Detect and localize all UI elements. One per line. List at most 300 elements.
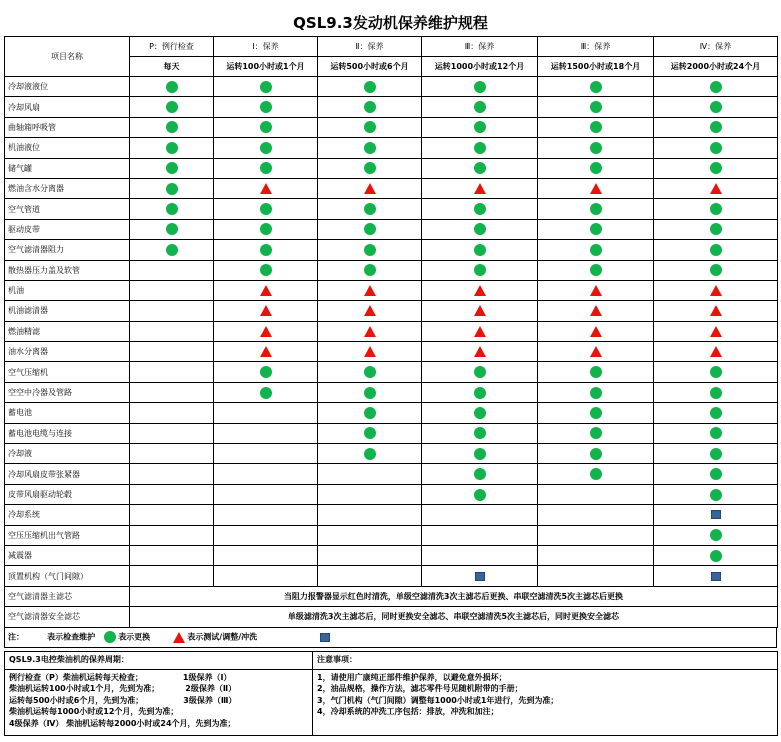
table-row <box>5 342 778 362</box>
mark-cell <box>214 464 318 484</box>
triangle-icon <box>710 183 722 194</box>
mark-cell <box>654 199 778 219</box>
mark-cell <box>538 77 654 97</box>
circle-icon <box>166 142 178 154</box>
circle-icon <box>260 264 272 276</box>
circle-icon <box>364 366 376 378</box>
table-row <box>5 566 778 586</box>
mark-cell <box>654 484 778 504</box>
circle-icon <box>364 264 376 276</box>
item-name: 机油滤清器 <box>5 301 130 321</box>
mark-cell <box>318 423 422 443</box>
item-name: 冷却液液位 <box>5 77 130 97</box>
table-row <box>5 484 778 504</box>
mark-cell <box>130 505 214 525</box>
circle-icon <box>474 448 486 460</box>
circle-icon <box>474 81 486 93</box>
circle-icon <box>260 203 272 215</box>
circle-icon <box>166 121 178 133</box>
mark-cell <box>214 97 318 117</box>
maintenance-table <box>4 36 778 628</box>
circle-icon <box>364 407 376 419</box>
filter-name: 空气滤清器主滤芯 <box>5 586 130 606</box>
cycle-lines <box>5 670 313 736</box>
mark-cell <box>654 219 778 239</box>
mark-cell <box>538 362 654 382</box>
filter-instruction: 当阻力报警器显示红色时清洗，单级空滤清洗3次主滤芯后更换、串联空滤清洗5次主滤芯后更换 <box>130 586 778 606</box>
mark-cell <box>654 444 778 464</box>
circle-icon <box>364 427 376 439</box>
mark-cell <box>654 342 778 362</box>
circle-icon <box>590 244 602 256</box>
circle-icon <box>590 121 602 133</box>
filter-instruction: 单级滤清洗3次主滤芯后，同时更换安全滤芯、串联空滤清洗5次主滤芯后，同时更换安全滤芯 <box>130 607 778 627</box>
interval-header: 运转1500小时或18个月 <box>538 57 654 77</box>
level-header: Ⅳ：保养 <box>654 37 778 57</box>
mark-cell <box>318 178 422 198</box>
table-row <box>5 219 778 239</box>
mark-cell <box>130 423 214 443</box>
mark-cell <box>318 97 422 117</box>
mark-cell <box>130 382 214 402</box>
circle-icon <box>590 407 602 419</box>
circle-icon <box>590 223 602 235</box>
mark-cell <box>538 382 654 402</box>
legend-replace-label: 表示更换 <box>118 632 151 642</box>
triangle-icon <box>364 326 376 337</box>
triangle-icon <box>260 326 272 337</box>
mark-cell <box>654 403 778 423</box>
mark-cell <box>422 545 538 565</box>
mark-cell <box>654 280 778 300</box>
mark-cell <box>318 77 422 97</box>
mark-cell <box>318 403 422 423</box>
triangle-icon <box>710 346 722 357</box>
table-row <box>5 199 778 219</box>
mark-cell <box>130 240 214 260</box>
triangle-icon <box>260 305 272 316</box>
mark-cell <box>654 97 778 117</box>
table-row <box>5 464 778 484</box>
circle-icon <box>260 81 272 93</box>
mark-cell <box>422 77 538 97</box>
table-row <box>5 301 778 321</box>
mark-cell <box>654 77 778 97</box>
level-header: Ⅲ：保养 <box>538 37 654 57</box>
circle-icon <box>474 264 486 276</box>
mark-cell <box>130 219 214 239</box>
triangle-icon <box>710 305 722 316</box>
circle-icon <box>166 223 178 235</box>
circle-icon <box>364 142 376 154</box>
mark-cell <box>538 301 654 321</box>
circle-icon <box>710 162 722 174</box>
item-name: 机油液位 <box>5 138 130 158</box>
maintenance-sheet <box>4 10 777 736</box>
triangle-icon <box>260 183 272 194</box>
circle-icon <box>474 101 486 113</box>
item-name: 机油 <box>5 280 130 300</box>
cycle-line: 例行检查（P）柴油机运转每天检查； 1级保养（Ⅰ） <box>9 673 232 683</box>
mark-cell <box>214 138 318 158</box>
circle-icon <box>364 81 376 93</box>
mark-cell <box>214 444 318 464</box>
mark-cell <box>538 464 654 484</box>
filter-row-main <box>5 586 778 606</box>
mark-cell <box>538 342 654 362</box>
item-name: 驱动皮带 <box>5 219 130 239</box>
mark-cell <box>538 219 654 239</box>
mark-cell <box>422 566 538 586</box>
circle-icon <box>710 427 722 439</box>
circle-icon <box>260 121 272 133</box>
circle-icon <box>104 631 116 643</box>
circle-icon <box>590 448 602 460</box>
circle-icon <box>590 101 602 113</box>
mark-cell <box>130 280 214 300</box>
mark-cell <box>318 219 422 239</box>
table-row <box>5 240 778 260</box>
circle-icon <box>260 101 272 113</box>
item-name: 空气滤清器阻力 <box>5 240 130 260</box>
item-name: 曲轴箱呼吸管 <box>5 117 130 137</box>
mark-cell <box>422 505 538 525</box>
mark-cell <box>214 545 318 565</box>
circle-icon <box>166 81 178 93</box>
filter-row-safety <box>5 607 778 627</box>
legend-table <box>4 628 777 649</box>
item-name: 减震器 <box>5 545 130 565</box>
mark-cell <box>654 138 778 158</box>
circle-icon <box>166 183 178 195</box>
mark-cell <box>422 138 538 158</box>
mark-cell <box>130 525 214 545</box>
mark-cell <box>214 484 318 504</box>
item-name: 蓄电池电缆与连接 <box>5 423 130 443</box>
mark-cell <box>214 342 318 362</box>
mark-cell <box>422 260 538 280</box>
mark-cell <box>318 444 422 464</box>
mark-cell <box>422 525 538 545</box>
mark-cell <box>654 545 778 565</box>
mark-cell <box>318 342 422 362</box>
table-row <box>5 158 778 178</box>
circle-icon <box>710 121 722 133</box>
mark-cell <box>422 464 538 484</box>
mark-cell <box>130 321 214 341</box>
triangle-icon <box>474 183 486 194</box>
circle-icon <box>474 387 486 399</box>
mark-cell <box>214 403 318 423</box>
filter-name: 空气滤清器安全滤芯 <box>5 607 130 627</box>
notice-line: 2，油品规格，操作方法，滤芯零件号见随机附带的手册； <box>317 684 523 694</box>
mark-cell <box>654 158 778 178</box>
mark-cell <box>654 362 778 382</box>
mark-cell <box>318 545 422 565</box>
circle-icon <box>710 529 722 541</box>
item-name: 空空中冷器及管路 <box>5 382 130 402</box>
table-row <box>5 260 778 280</box>
mark-cell <box>422 382 538 402</box>
triangle-icon <box>710 285 722 296</box>
mark-cell <box>214 117 318 137</box>
circle-icon <box>474 162 486 174</box>
mark-cell <box>318 321 422 341</box>
mark-cell <box>538 525 654 545</box>
circle-icon <box>166 101 178 113</box>
mark-cell <box>318 158 422 178</box>
mark-cell <box>654 178 778 198</box>
circle-icon <box>364 101 376 113</box>
circle-icon <box>474 142 486 154</box>
mark-cell <box>538 240 654 260</box>
table-row <box>5 382 778 402</box>
table-row <box>5 117 778 137</box>
circle-icon <box>710 223 722 235</box>
item-name: 冷却风扇皮带张紧器 <box>5 464 130 484</box>
mark-cell <box>538 566 654 586</box>
mark-cell <box>214 219 318 239</box>
mark-cell <box>130 545 214 565</box>
table-row <box>5 77 778 97</box>
mark-cell <box>130 260 214 280</box>
mark-cell <box>214 178 318 198</box>
circle-icon <box>260 162 272 174</box>
notices-lines <box>313 670 778 736</box>
mark-cell <box>318 117 422 137</box>
legend-note-label: 注： <box>8 632 24 642</box>
mark-cell <box>214 301 318 321</box>
circle-icon <box>710 366 722 378</box>
mark-cell <box>318 199 422 219</box>
mark-cell <box>318 505 422 525</box>
mark-cell <box>654 423 778 443</box>
table-row <box>5 423 778 443</box>
level-header: Ⅰ：保养 <box>214 37 318 57</box>
circle-icon <box>710 468 722 480</box>
circle-icon <box>710 203 722 215</box>
circle-icon <box>590 387 602 399</box>
triangle-icon <box>260 285 272 296</box>
interval-header: 运转100小时或1个月 <box>214 57 318 77</box>
mark-cell <box>130 199 214 219</box>
level-header: P：例行检查 <box>130 37 214 57</box>
notice-line: 3，气门机构（气门间隙）调整每1000小时或1年进行，先到为准； <box>317 695 559 705</box>
mark-cell <box>422 484 538 504</box>
mark-cell <box>538 423 654 443</box>
mark-cell <box>318 260 422 280</box>
mark-cell <box>130 77 214 97</box>
circle-icon <box>590 162 602 174</box>
mark-cell <box>318 301 422 321</box>
mark-cell <box>538 97 654 117</box>
mark-cell <box>538 178 654 198</box>
circle-icon <box>260 223 272 235</box>
circle-icon <box>590 264 602 276</box>
circle-icon <box>260 244 272 256</box>
mark-cell <box>422 158 538 178</box>
mark-cell <box>422 403 538 423</box>
square-icon <box>711 510 721 519</box>
table-row <box>5 525 778 545</box>
mark-cell <box>130 464 214 484</box>
circle-icon <box>364 223 376 235</box>
table-row <box>5 362 778 382</box>
triangle-icon <box>590 183 602 194</box>
mark-cell <box>214 77 318 97</box>
table-row <box>5 545 778 565</box>
table-row <box>5 178 778 198</box>
mark-cell <box>654 464 778 484</box>
circle-icon <box>710 101 722 113</box>
circle-icon <box>590 366 602 378</box>
mark-cell <box>130 484 214 504</box>
circle-icon <box>590 203 602 215</box>
item-name: 油水分离器 <box>5 342 130 362</box>
triangle-icon <box>260 346 272 357</box>
mark-cell <box>130 178 214 198</box>
circle-icon <box>710 81 722 93</box>
cycle-line: 柴油机运转每1000小时或12个月，先到为准； <box>9 707 179 717</box>
circle-icon <box>474 203 486 215</box>
circle-icon <box>166 162 178 174</box>
interval-header: 运转1000小时或12个月 <box>422 57 538 77</box>
header-row-levels <box>5 37 778 57</box>
triangle-icon <box>590 305 602 316</box>
triangle-icon <box>590 326 602 337</box>
notes-table <box>4 651 778 736</box>
mark-cell <box>538 484 654 504</box>
triangle-icon <box>364 305 376 316</box>
mark-cell <box>130 158 214 178</box>
circle-icon <box>166 244 178 256</box>
mark-cell <box>318 138 422 158</box>
mark-cell <box>318 280 422 300</box>
triangle-icon <box>590 285 602 296</box>
triangle-icon <box>474 305 486 316</box>
cycle-line: 运转每500小时或6个月，先到为准； 3级保养（Ⅲ） <box>9 695 237 705</box>
circle-icon <box>590 142 602 154</box>
mark-cell <box>130 403 214 423</box>
item-name: 皮带风扇驱动轮毂 <box>5 484 130 504</box>
mark-cell <box>318 566 422 586</box>
triangle-icon <box>710 326 722 337</box>
mark-cell <box>214 362 318 382</box>
mark-cell <box>130 97 214 117</box>
cycle-title: QSL9.3电控柴油机的保养周期： <box>5 652 313 670</box>
triangle-icon <box>364 183 376 194</box>
interval-header: 运转500小时或6个月 <box>318 57 422 77</box>
mark-cell <box>130 301 214 321</box>
item-name-header: 项目名称 <box>5 37 130 77</box>
circle-icon <box>590 427 602 439</box>
circle-icon <box>590 468 602 480</box>
mark-cell <box>214 321 318 341</box>
mark-cell <box>214 240 318 260</box>
mark-cell <box>318 484 422 504</box>
circle-icon <box>710 387 722 399</box>
mark-cell <box>214 566 318 586</box>
mark-cell <box>654 301 778 321</box>
mark-cell <box>214 505 318 525</box>
mark-cell <box>130 444 214 464</box>
triangle-icon <box>364 346 376 357</box>
triangle-icon <box>474 326 486 337</box>
mark-cell <box>654 321 778 341</box>
table-row <box>5 97 778 117</box>
square-icon <box>320 633 330 642</box>
circle-icon <box>710 448 722 460</box>
circle-icon <box>710 142 722 154</box>
circle-icon <box>474 366 486 378</box>
mark-cell <box>654 382 778 402</box>
circle-icon <box>364 448 376 460</box>
mark-cell <box>538 117 654 137</box>
circle-icon <box>260 366 272 378</box>
mark-cell <box>318 464 422 484</box>
interval-header: 运转2000小时或24个月 <box>654 57 778 77</box>
item-name: 顶置机构（气门间隙） <box>5 566 130 586</box>
item-name: 燃油含水分离器 <box>5 178 130 198</box>
mark-cell <box>654 260 778 280</box>
mark-cell <box>214 199 318 219</box>
mark-cell <box>318 382 422 402</box>
mark-cell <box>422 342 538 362</box>
legend-row <box>5 628 777 648</box>
mark-cell <box>422 280 538 300</box>
mark-cell <box>654 117 778 137</box>
table-row <box>5 138 778 158</box>
mark-cell <box>422 178 538 198</box>
circle-icon <box>364 162 376 174</box>
cycle-line: 4级保养（Ⅳ） 柴油机运转每2000小时或24个月，先到为准； <box>9 718 236 728</box>
circle-icon <box>474 468 486 480</box>
level-header: Ⅱ：保养 <box>318 37 422 57</box>
mark-cell <box>130 138 214 158</box>
item-name: 冷却液 <box>5 444 130 464</box>
mark-cell <box>214 382 318 402</box>
triangle-icon <box>474 285 486 296</box>
item-name: 空气管道 <box>5 199 130 219</box>
mark-cell <box>654 566 778 586</box>
mark-cell <box>538 158 654 178</box>
mark-cell <box>654 525 778 545</box>
triangle-icon <box>173 632 185 643</box>
circle-icon <box>474 121 486 133</box>
mark-cell <box>214 423 318 443</box>
item-name: 蓄电池 <box>5 403 130 423</box>
circle-icon <box>590 81 602 93</box>
circle-icon <box>364 121 376 133</box>
circle-icon <box>474 223 486 235</box>
mark-cell <box>538 505 654 525</box>
item-name: 空气压缩机 <box>5 362 130 382</box>
notices-title: 注意事项： <box>313 652 778 670</box>
item-name: 冷却风扇 <box>5 97 130 117</box>
mark-cell <box>422 321 538 341</box>
mark-cell <box>130 362 214 382</box>
mark-cell <box>422 199 538 219</box>
circle-icon <box>474 244 486 256</box>
square-icon <box>711 572 721 581</box>
legend-adjust-label: 表示测试/调整/冲洗 <box>187 632 258 642</box>
mark-cell <box>130 117 214 137</box>
mark-cell <box>130 342 214 362</box>
square-icon <box>475 572 485 581</box>
mark-cell <box>422 117 538 137</box>
mark-cell <box>538 280 654 300</box>
mark-cell <box>538 403 654 423</box>
